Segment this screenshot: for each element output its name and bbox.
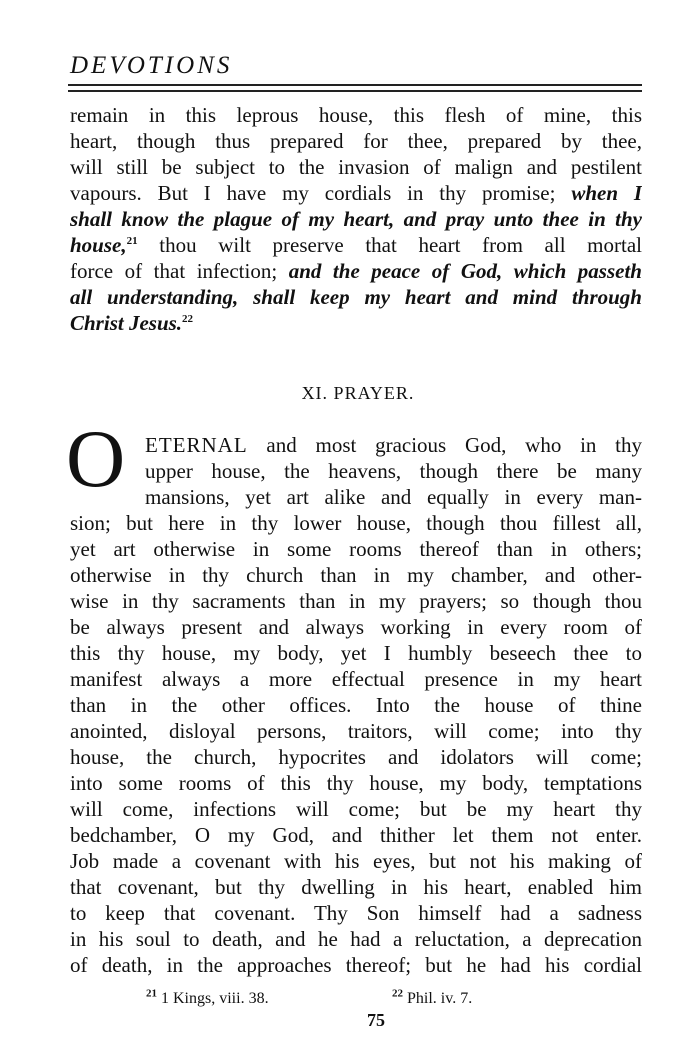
scripture-quote: Christ Jesus. [70,311,183,335]
page-number: 75 [367,1010,385,1030]
drop-cap: O [66,413,126,504]
prayer-line: anointed, disloyal persons, traitors, will come; into thy [70,719,642,743]
scripture-quote: house, [70,233,127,257]
passage-line [70,284,642,310]
prayer-line: house, the church, hypocrites and idolators will come; [70,745,642,769]
footnote [146,987,269,1008]
prayer-line: in his soul to death, and he had a reluctation, a deprecation [70,927,642,951]
prayer-line: wise in thy sacraments than in my prayers; so though thou [70,589,642,613]
footnote-mark: 22 [392,987,403,1000]
prayer-line: Job made a covenant with his eyes, but not his making of [70,849,642,873]
footnote-ref: 22 [182,313,194,325]
passage-line [70,232,642,258]
prayer-line: yet art otherwise in some rooms thereof than in others; [70,537,642,561]
prayer-first-words: ETERNAL [145,433,248,457]
header-rule-bottom [68,90,642,92]
passage-line: will still be subject to the invasion of malign and pestilent [70,155,642,179]
footnote-mark: 21 [146,987,157,1000]
prayer-line [145,432,642,458]
section-title: XI. PRAYER. [301,383,415,403]
footnote-text: Phil. iv. 7. [407,990,473,1007]
scripture-quote: shall know the plague of my heart, and pray unto thee in thy [70,207,642,231]
prayer-line: otherwise in thy church than in my chamber, and other- [70,563,642,587]
passage-text: force of that infection; [70,259,278,283]
prayer-line: will come, infections will come; but be my heart thy [70,797,642,821]
prayer-line: bedchamber, O my God, and thither let them not enter. [70,823,642,847]
passage-line [70,310,642,336]
passage-line [70,258,642,284]
passage-line [70,180,642,206]
passage-line: heart, though thus prepared for thee, prepared by thee, [70,129,642,153]
footnote-text: 1 Kings, viii. 38. [161,990,269,1007]
prayer-line: be always present and always working in every room of [70,615,642,639]
prayer-line: upper house, the heavens, though there be many [145,459,642,483]
prayer-line: into some rooms of this thy house, my body, temptations [70,771,642,795]
prayer-line: that covenant, but thy dwelling in his heart, enabled him [70,875,642,899]
prayer-line: to keep that covenant. Thy Son himself had a sadness [70,901,642,925]
running-header: DEVOTIONS [70,52,233,79]
prayer-line: than in the other offices. Into the house of thine [70,693,642,717]
passage-line: remain in this leprous house, this flesh of mine, this [70,103,642,127]
scripture-quote: when I [571,181,642,205]
scripture-quote: all understanding, shall keep my heart and mind through [70,285,642,309]
prayer-line: of death, in the approaches thereof; but he had his cordial [70,953,642,977]
passage-text: vapours. But I have my cordials in thy promise; [70,181,556,205]
footnote-ref: 21 [126,235,138,247]
prayer-text: and most gracious God, who in thy [266,433,642,457]
prayer-line: this thy house, my body, yet I humbly beseech thee to [70,641,642,665]
scripture-quote: and the peace of God, which passeth [288,259,642,283]
footnote [392,987,473,1008]
passage-line [70,206,642,232]
prayer-line: sion; but here in thy lower house, though thou fillest all, [70,511,642,535]
prayer-line: mansions, yet art alike and equally in every man- [145,485,642,509]
header-rule-top [68,84,642,86]
passage-text: thou wilt preserve that heart from all mortal [159,233,642,257]
prayer-line: manifest always a more effectual presence in my heart [70,667,642,691]
